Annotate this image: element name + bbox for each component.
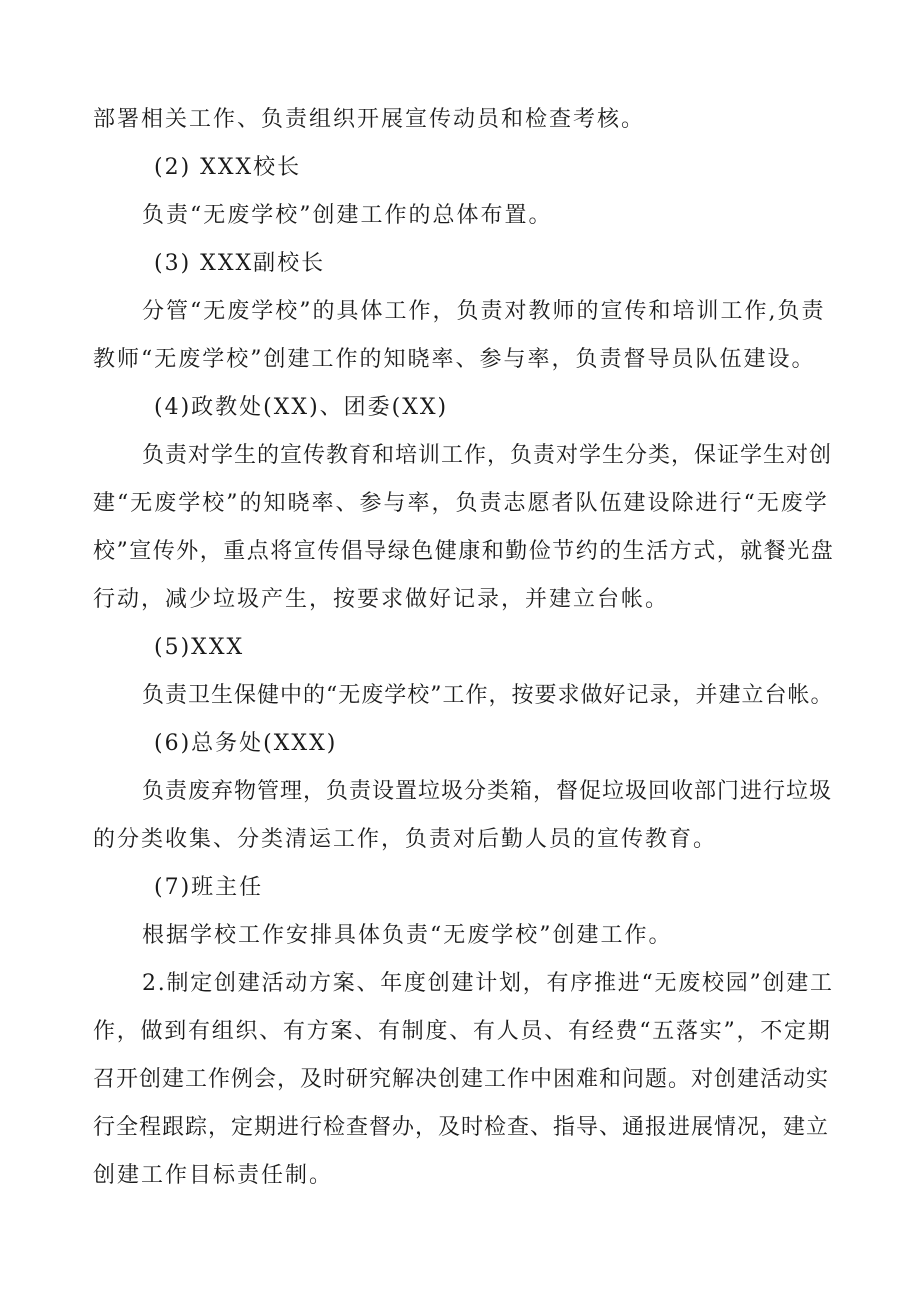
body-text-line: 分管“无废学校”的具体工作，负责对教师的宣传和培训工作,负责 bbox=[142, 299, 826, 324]
body-text-line: 负责卫生保健中的“无废学校”工作，按要求做好记录，并建立台帐。 bbox=[142, 683, 834, 708]
body-text-line: 创建工作目标责任制。 bbox=[93, 1163, 334, 1188]
body-text-line: 召开创建工作例会，及时研究解决创建工作中困难和问题。对创建活动实 bbox=[93, 1067, 830, 1092]
body-text-line: 校”宣传外，重点将宣传倡导绿色健康和勤俭节约的生活方式，就餐光盘 bbox=[93, 539, 835, 564]
body-text-line: 建“无废学校”的知晓率、参与率，负责志愿者队伍建设除进行“无废学 bbox=[93, 491, 829, 516]
section-heading: (6)总务处(XXX) bbox=[154, 731, 338, 756]
section-heading: (2) XXX校长 bbox=[154, 155, 302, 180]
body-text-line: 负责“无废学校”创建工作的总体布置。 bbox=[142, 203, 553, 228]
section-heading: (4)政教处(XX)、团委(XX) bbox=[154, 395, 449, 420]
body-text-line: 负责对学生的宣传教育和培训工作，负责对学生分类，保证学生对创 bbox=[142, 443, 833, 468]
body-text-line: 2.制定创建活动方案、年度创建计划，有序推进“无废校园”创建工 bbox=[142, 971, 834, 996]
body-text-line: 负责废弃物管理，负责设置垃圾分类箱，督促垃圾回收部门进行垃圾 bbox=[142, 779, 833, 804]
body-text-line: 的分类收集、分类清运工作，负责对后勤人员的宣传教育。 bbox=[93, 827, 718, 852]
body-text-line: 作，做到有组织、有方案、有制度、有人员、有经费“五落实”，不定期 bbox=[93, 1019, 832, 1044]
body-text-line: 根据学校工作安排具体负责“无废学校”创建工作。 bbox=[142, 923, 673, 948]
section-heading: (5)XXX bbox=[154, 635, 245, 660]
section-heading: (3) XXX副校长 bbox=[154, 251, 326, 276]
section-heading: (7)班主任 bbox=[154, 875, 264, 900]
body-text-line: 部署相关工作、负责组织开展宣传动员和检查考核。 bbox=[93, 107, 646, 132]
body-text-line: 教师“无废学校”创建工作的知晓率、参与率，负责督导员队伍建设。 bbox=[93, 347, 816, 372]
body-text-line: 行动，减少垃圾产生，按要求做好记录，并建立台帐。 bbox=[93, 587, 670, 612]
body-text-line: 行全程跟踪，定期进行检查督办，及时检查、指导、通报进展情况，建立 bbox=[93, 1115, 830, 1140]
